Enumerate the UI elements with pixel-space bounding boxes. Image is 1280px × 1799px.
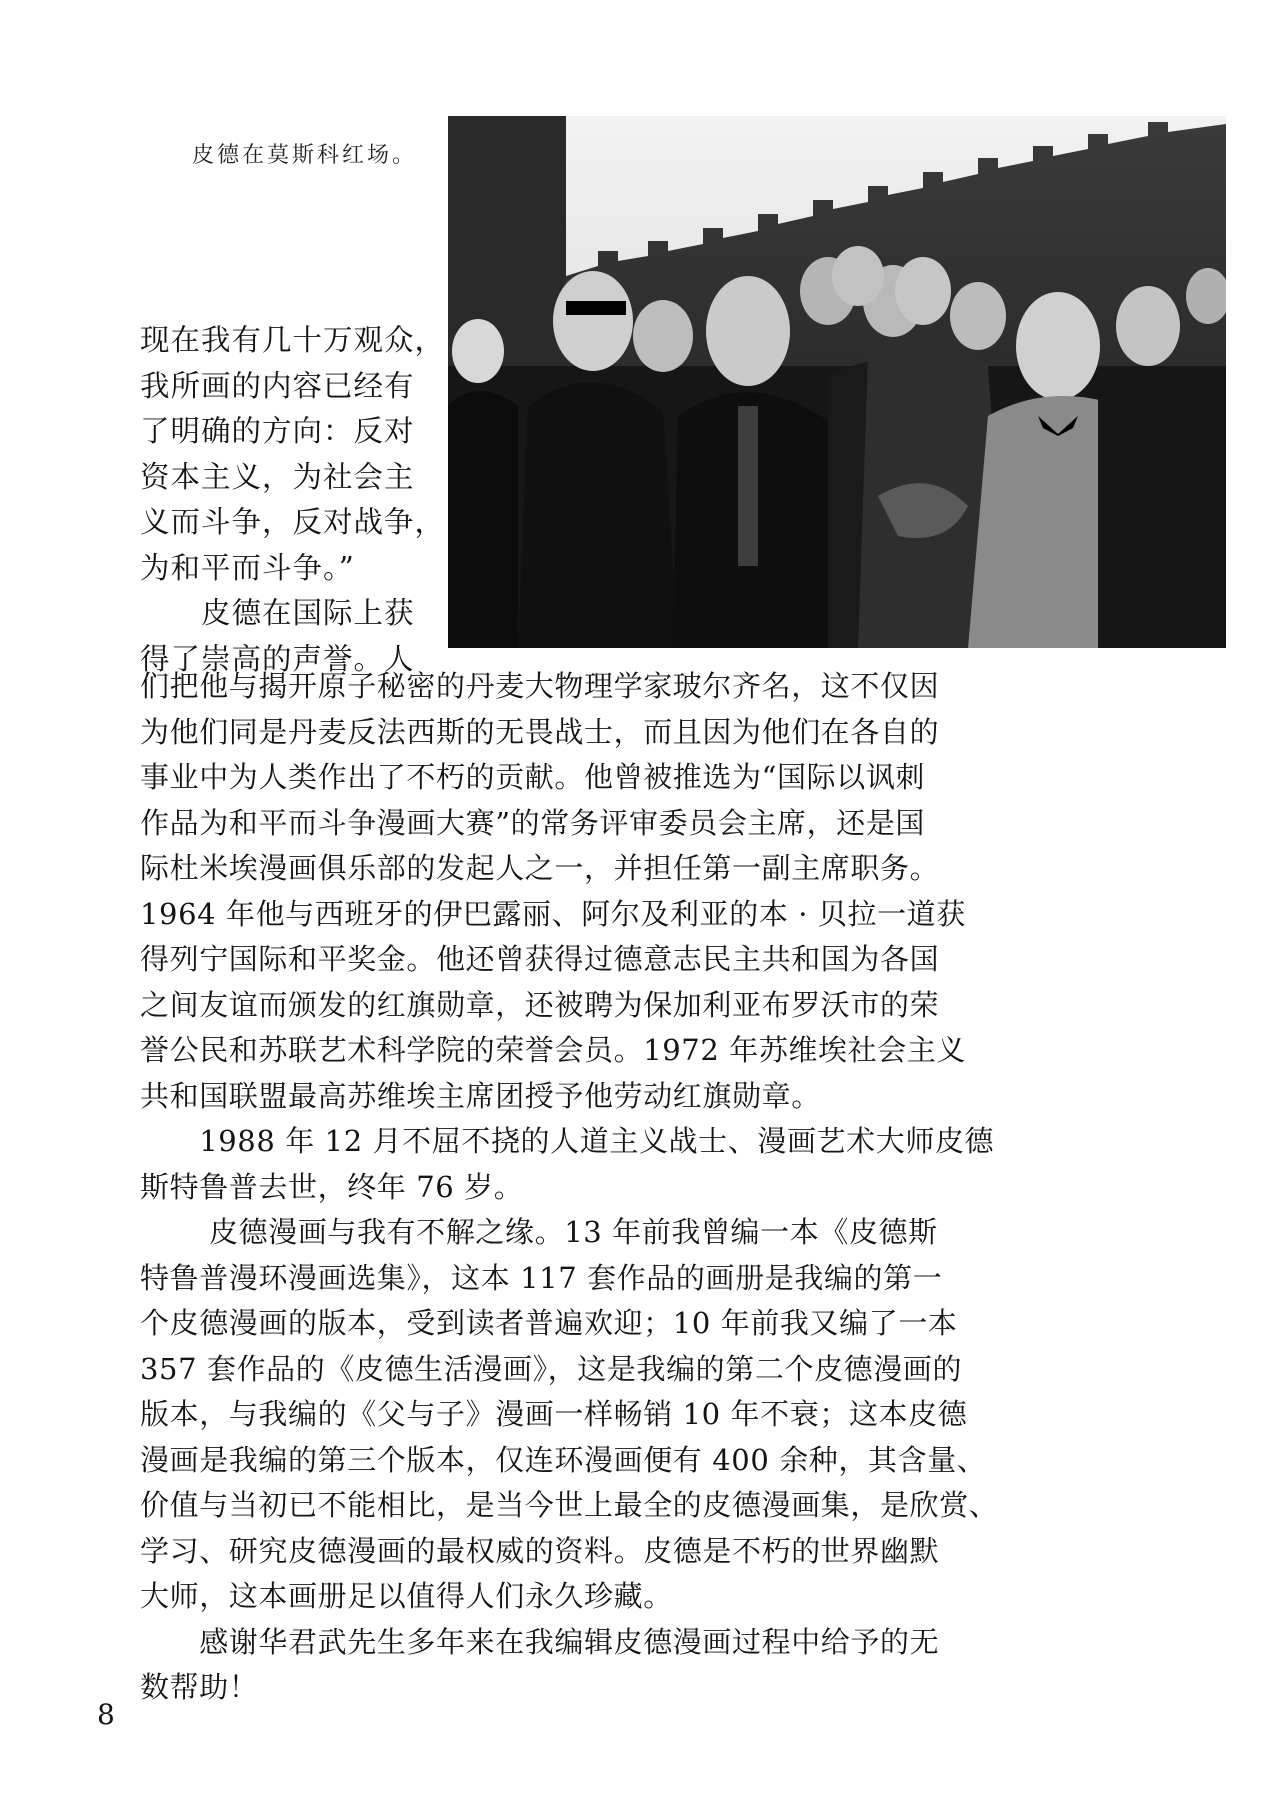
text-line: 特鲁普漫环漫画选集》，这本 117 套作品的画册是我编的第一: [140, 1260, 943, 1295]
text-line: 皮德在国际上获: [140, 596, 415, 630]
text-line: 为他们同是丹麦反法西斯的无畏战士，而且因为他们在各自的: [140, 714, 940, 749]
text-line: 得列宁国际和平奖金。他还曾获得过德意志民主共和国为各国: [140, 942, 940, 976]
text-line: 际杜米埃漫画俱乐部的发起人之一，并担任第一副主席职务。: [140, 851, 940, 885]
text-line: 版本，与我编的《父与子》漫画一样畅销 10 年不衰；这本皮德: [140, 1397, 968, 1431]
photo-caption: 皮德在莫斯科红场。: [192, 143, 418, 168]
text-line: 了明确的方向：反对: [140, 414, 415, 448]
text-line: 学习、研究皮德漫画的最权威的资料。皮德是不朽的世界幽默: [140, 1533, 940, 1568]
text-line: 之间友谊而颁发的红旗勋章，还被聘为保加利亚布罗沃市的荣: [140, 987, 940, 1022]
text-line: 义而斗争，反对战争，: [140, 505, 446, 539]
text-line: 为和平而斗争。”: [140, 550, 355, 585]
page-number: 8: [97, 1698, 115, 1731]
wrapped-text-beside-photo: [140, 318, 446, 682]
text-line: 现在我有几十万观众，: [140, 323, 446, 357]
text-line: 价值与当初已不能相比，是当今世上最全的皮德漫画集，是欣赏、: [140, 1488, 999, 1522]
text-line: 357 套作品的《皮德生活漫画》，这是我编的第二个皮德漫画的: [140, 1351, 963, 1386]
text-line: 作品为和平而斗争漫画大赛”的常务评审委员会主席，还是国: [140, 805, 926, 840]
body-text: [140, 664, 999, 1711]
text-line: 1964 年他与西班牙的伊巴露丽、阿尔及利亚的本 · 贝拉一道获: [140, 896, 966, 931]
red-square-photo: [448, 116, 1226, 648]
text-line: 斯特鲁普去世，终年 76 岁。: [140, 1169, 524, 1204]
text-line: 共和国联盟最高苏维埃主席团授予他劳动红旗勋章。: [140, 1078, 821, 1113]
text-line: 事业中为人类作出了不朽的贡献。他曾被推选为“国际以讽刺: [140, 760, 926, 794]
text-line: 感谢华君武先生多年来在我编辑皮德漫画过程中给予的无: [140, 1624, 940, 1659]
red-square-photo-image: [448, 116, 1226, 648]
text-line: 大师，这本画册足以值得人们永久珍藏。: [140, 1579, 673, 1613]
text-line: 我所画的内容已经有: [140, 368, 415, 403]
text-line: 个皮德漫画的版本，受到读者普遍欢迎；10 年前我又编了一本: [140, 1306, 958, 1340]
text-line: 数帮助！: [140, 1670, 259, 1704]
text-line: 1988 年 12 月不屈不挠的人道主义战士、漫画艺术大师皮德: [140, 1124, 995, 1158]
text-line: 得了崇高的声誉。人: [140, 641, 415, 676]
text-line: 皮德漫画与我有不解之缘。13 年前我曾编一本《皮德斯: [140, 1215, 938, 1249]
text-line: 们把他与揭开原子秘密的丹麦大物理学家玻尔齐名，这不仅因: [140, 669, 940, 703]
text-line: 誉公民和苏联艺术科学院的荣誉会员。1972 年苏维埃社会主义: [140, 1033, 967, 1067]
text-line: 漫画是我编的第三个版本，仅连环漫画便有 400 余种，其含量、: [140, 1442, 987, 1477]
text-line: 资本主义，为社会主: [140, 459, 415, 494]
